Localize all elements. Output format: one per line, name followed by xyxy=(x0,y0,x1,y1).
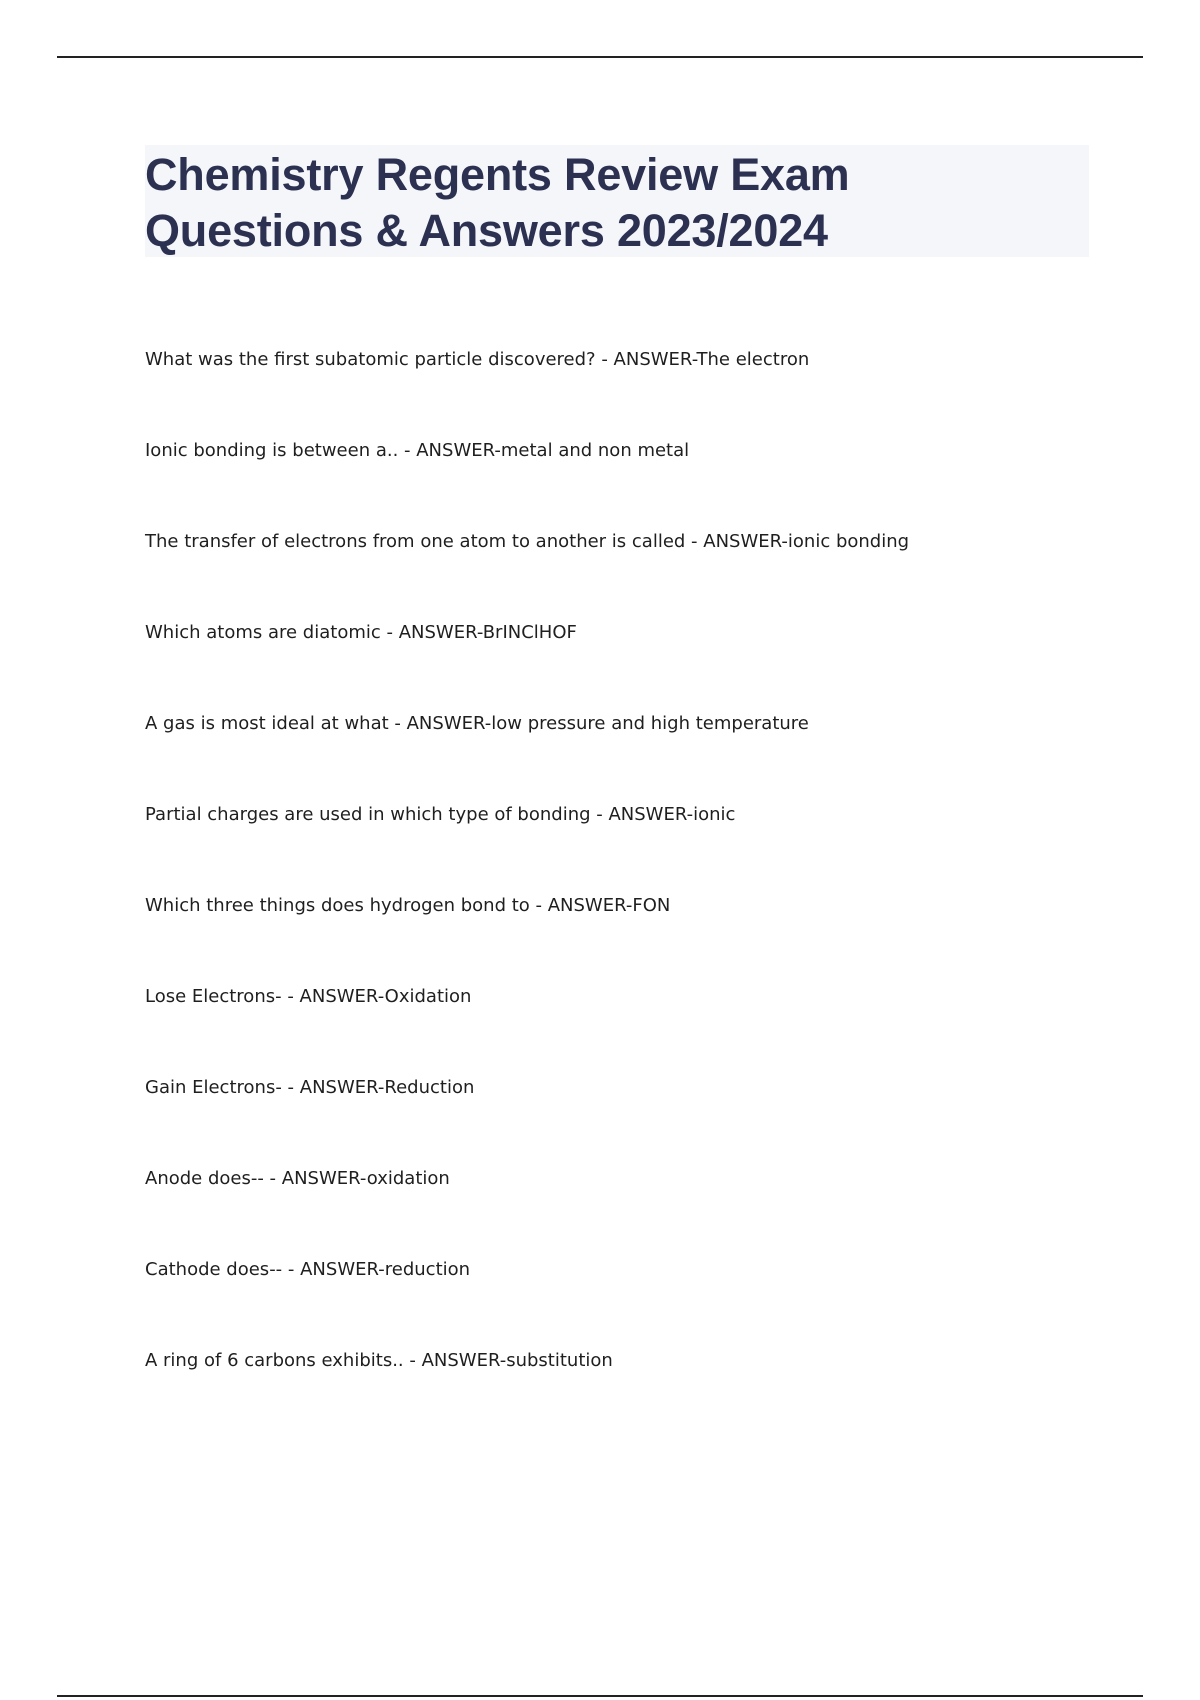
qa-item-10: Anode does-- - ANSWER-oxidation xyxy=(145,1168,450,1189)
qa-item-8: Lose Electrons- - ANSWER-Oxidation xyxy=(145,986,472,1007)
qa-item-5: A gas is most ideal at what - ANSWER-low pressure and high temperature xyxy=(145,713,809,734)
page-title xyxy=(145,147,1089,259)
qa-item-6: Partial charges are used in which type of bonding - ANSWER-ionic xyxy=(145,804,736,825)
qa-item-9: Gain Electrons- - ANSWER-Reduction xyxy=(145,1077,475,1098)
qa-item-1: What was the first subatomic particle discovered? - ANSWER-The electron xyxy=(145,349,810,370)
qa-item-11: Cathode does-- - ANSWER-reduction xyxy=(145,1259,471,1280)
qa-item-12: A ring of 6 carbons exhibits.. - ANSWER-substitution xyxy=(145,1350,613,1371)
qa-list xyxy=(145,346,1145,1438)
qa-item-7: Which three things does hydrogen bond to - ANSWER-FON xyxy=(145,895,671,916)
qa-item-4: Which atoms are diatomic - ANSWER-BrINClHOF xyxy=(145,622,577,643)
title-line-1: Chemistry Regents Review Exam xyxy=(145,149,850,200)
title-block xyxy=(145,145,1089,257)
qa-item-3: The transfer of electrons from one atom to another is called - ANSWER-ionic bonding xyxy=(145,531,910,552)
title-line-2: Questions & Answers 2023/2024 xyxy=(145,205,828,256)
qa-item-2: Ionic bonding is between a.. - ANSWER-metal and non metal xyxy=(145,440,690,461)
top-rule xyxy=(57,56,1143,58)
bottom-rule xyxy=(57,1695,1143,1697)
